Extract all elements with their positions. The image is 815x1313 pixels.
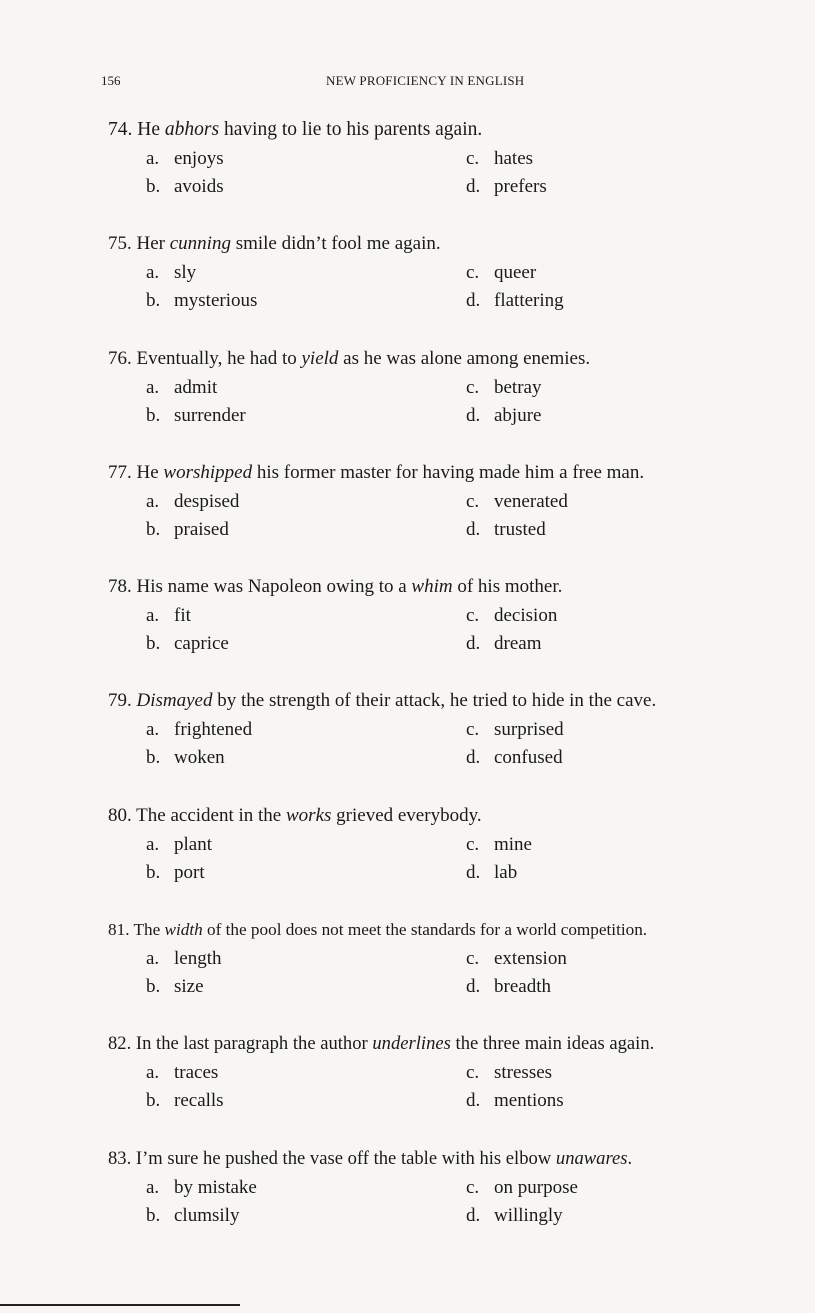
option-letter: b.: [146, 176, 161, 197]
option-text: queer: [494, 262, 537, 284]
question-stem: [108, 232, 441, 256]
option-c: [466, 604, 557, 628]
key-word: underlines: [372, 1033, 451, 1055]
option-letter: d.: [466, 976, 481, 998]
option-text: breadth: [494, 976, 551, 998]
option-text: fit: [174, 605, 191, 627]
option-letter: c.: [466, 719, 480, 741]
option-letter: a.: [146, 262, 160, 284]
stem-text-after: of his mother.: [452, 576, 563, 598]
stem-text-before: I’m sure he pushed the vase off the table with his elbow: [135, 1147, 556, 1169]
option-letter: c.: [466, 262, 480, 284]
key-word: worshipped: [163, 461, 253, 483]
option-text: abjure: [494, 404, 542, 426]
stem-text-after: smile didn’t fool me again.: [230, 233, 441, 255]
option-letter: a.: [146, 948, 160, 970]
question-stem: [108, 804, 482, 828]
question-item: [108, 918, 808, 1032]
question-stem: [108, 118, 482, 142]
option-letter: b.: [146, 1204, 161, 1226]
stem-text-before: The: [133, 920, 165, 940]
key-word: whim: [411, 576, 453, 598]
option-a: [146, 604, 191, 628]
option-letter: a.: [146, 833, 160, 855]
option-a: [146, 261, 196, 285]
option-b: [146, 175, 224, 199]
option-d: [466, 975, 551, 999]
option-letter: c.: [466, 376, 480, 398]
option-a: [146, 1061, 218, 1085]
stem-text-after: his former master for having made him a free man.: [252, 461, 645, 483]
option-text: clumsily: [174, 1204, 240, 1226]
option-letter: c.: [466, 148, 480, 169]
option-text: traces: [174, 1062, 219, 1084]
option-text: size: [174, 976, 204, 998]
question-item: [108, 461, 808, 575]
option-letter: d.: [466, 290, 481, 312]
question-number: 79.: [108, 690, 132, 712]
option-text: dream: [494, 633, 542, 655]
page-number: 156: [101, 73, 121, 88]
option-c: [466, 718, 564, 742]
option-letter: d.: [466, 633, 481, 655]
question-stem: [108, 461, 644, 485]
option-text: flattering: [494, 290, 564, 312]
option-a: [146, 833, 212, 857]
option-c: [466, 147, 533, 171]
option-text: willingly: [494, 1204, 563, 1226]
question-item: [108, 118, 808, 232]
stem-text-before: His name was Napoleon owing to a: [136, 576, 412, 598]
question-number: 83.: [108, 1147, 132, 1169]
option-text: betray: [494, 376, 542, 398]
option-text: decision: [494, 605, 558, 627]
option-letter: b.: [146, 861, 161, 883]
option-text: plant: [174, 833, 212, 855]
option-letter: d.: [466, 1204, 481, 1226]
option-letter: d.: [466, 747, 481, 769]
option-d: [466, 518, 546, 542]
question-number: 78.: [108, 576, 132, 598]
option-d: [466, 1089, 564, 1113]
question-item: [108, 689, 808, 803]
option-c: [466, 947, 567, 971]
option-letter: c.: [466, 833, 480, 855]
question-item: [108, 1147, 808, 1261]
option-a: [146, 147, 224, 171]
question-number: 80.: [108, 804, 132, 826]
question-item: [108, 232, 808, 346]
option-text: trusted: [494, 518, 546, 540]
key-word: yield: [301, 347, 339, 369]
option-text: prefers: [494, 176, 547, 197]
stem-text-after: by the strength of their attack, he tried to hide in the cave.: [212, 690, 657, 712]
key-word: Dismayed: [136, 690, 213, 712]
option-c: [466, 490, 568, 514]
question-stem: [108, 918, 647, 942]
option-b: [146, 632, 229, 656]
option-text: avoids: [174, 176, 224, 197]
option-text: caprice: [174, 633, 229, 655]
option-text: lab: [494, 861, 518, 883]
option-d: [466, 632, 541, 656]
option-letter: a.: [146, 148, 160, 169]
option-letter: a.: [146, 490, 160, 512]
option-d: [466, 746, 563, 770]
option-d: [466, 861, 517, 885]
stem-text-before: The accident in the: [136, 804, 286, 826]
question-stem: [108, 347, 590, 371]
stem-text-before: He: [136, 461, 164, 483]
question-stem: [108, 689, 656, 713]
option-text: enjoys: [174, 148, 224, 169]
option-a: [146, 947, 222, 971]
question-number: 77.: [108, 461, 132, 483]
option-text: admit: [174, 376, 218, 398]
question-item: [108, 1032, 808, 1146]
option-letter: b.: [146, 1090, 161, 1112]
option-a: [146, 718, 252, 742]
stem-text-before: In the last paragraph the author: [135, 1033, 373, 1055]
option-text: length: [174, 948, 222, 970]
key-word: works: [286, 804, 332, 826]
stem-text-after: grieved everybody.: [331, 804, 482, 826]
option-letter: a.: [146, 719, 160, 741]
option-b: [146, 518, 229, 542]
option-d: [466, 175, 547, 199]
option-c: [466, 833, 532, 857]
option-letter: a.: [146, 1176, 160, 1198]
option-text: extension: [494, 948, 567, 970]
option-letter: b.: [146, 633, 161, 655]
option-text: by mistake: [174, 1176, 257, 1198]
bottom-rule: [0, 1304, 240, 1306]
stem-text-after: having to lie to his parents again.: [219, 119, 483, 140]
option-b: [146, 1204, 239, 1228]
stem-text-after: .: [627, 1147, 633, 1169]
option-text: woken: [174, 747, 225, 769]
option-text: on purpose: [494, 1176, 578, 1198]
option-a: [146, 490, 239, 514]
option-letter: b.: [146, 518, 161, 540]
option-text: mysterious: [174, 290, 258, 312]
option-letter: b.: [146, 290, 161, 312]
option-text: mentions: [494, 1090, 564, 1112]
option-letter: c.: [466, 948, 480, 970]
option-text: surrender: [174, 404, 246, 426]
option-text: stresses: [494, 1062, 553, 1084]
key-word: width: [164, 920, 203, 940]
option-text: mine: [494, 833, 532, 855]
key-word: unawares: [555, 1147, 628, 1169]
option-text: despised: [174, 490, 240, 512]
option-text: confused: [494, 747, 563, 769]
option-c: [466, 1061, 552, 1085]
option-letter: b.: [146, 404, 161, 426]
option-a: [146, 376, 217, 400]
option-c: [466, 261, 536, 285]
option-letter: b.: [146, 747, 161, 769]
option-text: venerated: [494, 490, 568, 512]
question-number: 76.: [108, 347, 132, 369]
option-d: [466, 404, 541, 428]
stem-text-before: He: [137, 119, 165, 140]
key-word: cunning: [169, 233, 231, 255]
option-text: hates: [494, 148, 534, 169]
option-d: [466, 1204, 563, 1228]
option-c: [466, 1176, 578, 1200]
option-text: frightened: [174, 719, 253, 741]
page-header: [0, 73, 815, 93]
option-letter: c.: [466, 1062, 480, 1084]
option-b: [146, 975, 204, 999]
option-text: sly: [174, 262, 197, 284]
question-stem: [108, 575, 562, 599]
option-letter: b.: [146, 976, 161, 998]
option-letter: d.: [466, 176, 481, 197]
option-letter: a.: [146, 376, 160, 398]
option-d: [466, 289, 564, 313]
option-letter: c.: [466, 490, 480, 512]
option-c: [466, 376, 541, 400]
stem-text-after: as he was alone among enemies.: [338, 347, 591, 369]
option-letter: a.: [146, 605, 160, 627]
option-letter: d.: [466, 1090, 481, 1112]
option-text: surprised: [494, 719, 564, 741]
question-stem: [108, 1147, 632, 1171]
question-stem: [108, 1032, 654, 1056]
question-item: [108, 804, 808, 918]
stem-text-before: Eventually, he had to: [136, 347, 302, 369]
option-b: [146, 746, 225, 770]
option-letter: a.: [146, 1062, 160, 1084]
option-text: praised: [174, 518, 229, 540]
option-b: [146, 861, 205, 885]
option-text: recalls: [174, 1090, 224, 1112]
option-text: port: [174, 861, 205, 883]
question-item: [108, 347, 808, 461]
option-letter: d.: [466, 518, 481, 540]
question-number: 75.: [108, 233, 132, 255]
option-letter: d.: [466, 404, 481, 426]
stem-text-after: the three main ideas again.: [450, 1033, 655, 1055]
option-letter: d.: [466, 861, 481, 883]
question-number: 74.: [108, 119, 133, 140]
option-b: [146, 289, 257, 313]
running-title: NEW PROFICIENCY IN ENGLISH: [326, 73, 525, 88]
question-number: 82.: [108, 1033, 132, 1055]
option-b: [146, 1089, 224, 1113]
question-item: [108, 575, 808, 689]
stem-text-before: Her: [136, 233, 170, 255]
key-word: abhors: [164, 119, 220, 140]
option-b: [146, 404, 246, 428]
option-a: [146, 1176, 257, 1200]
stem-text-after: of the pool does not meet the standards for a world competition.: [202, 920, 648, 940]
question-number: 81.: [108, 920, 130, 940]
question-list: [108, 118, 808, 1261]
option-letter: c.: [466, 605, 480, 627]
option-letter: c.: [466, 1176, 480, 1198]
